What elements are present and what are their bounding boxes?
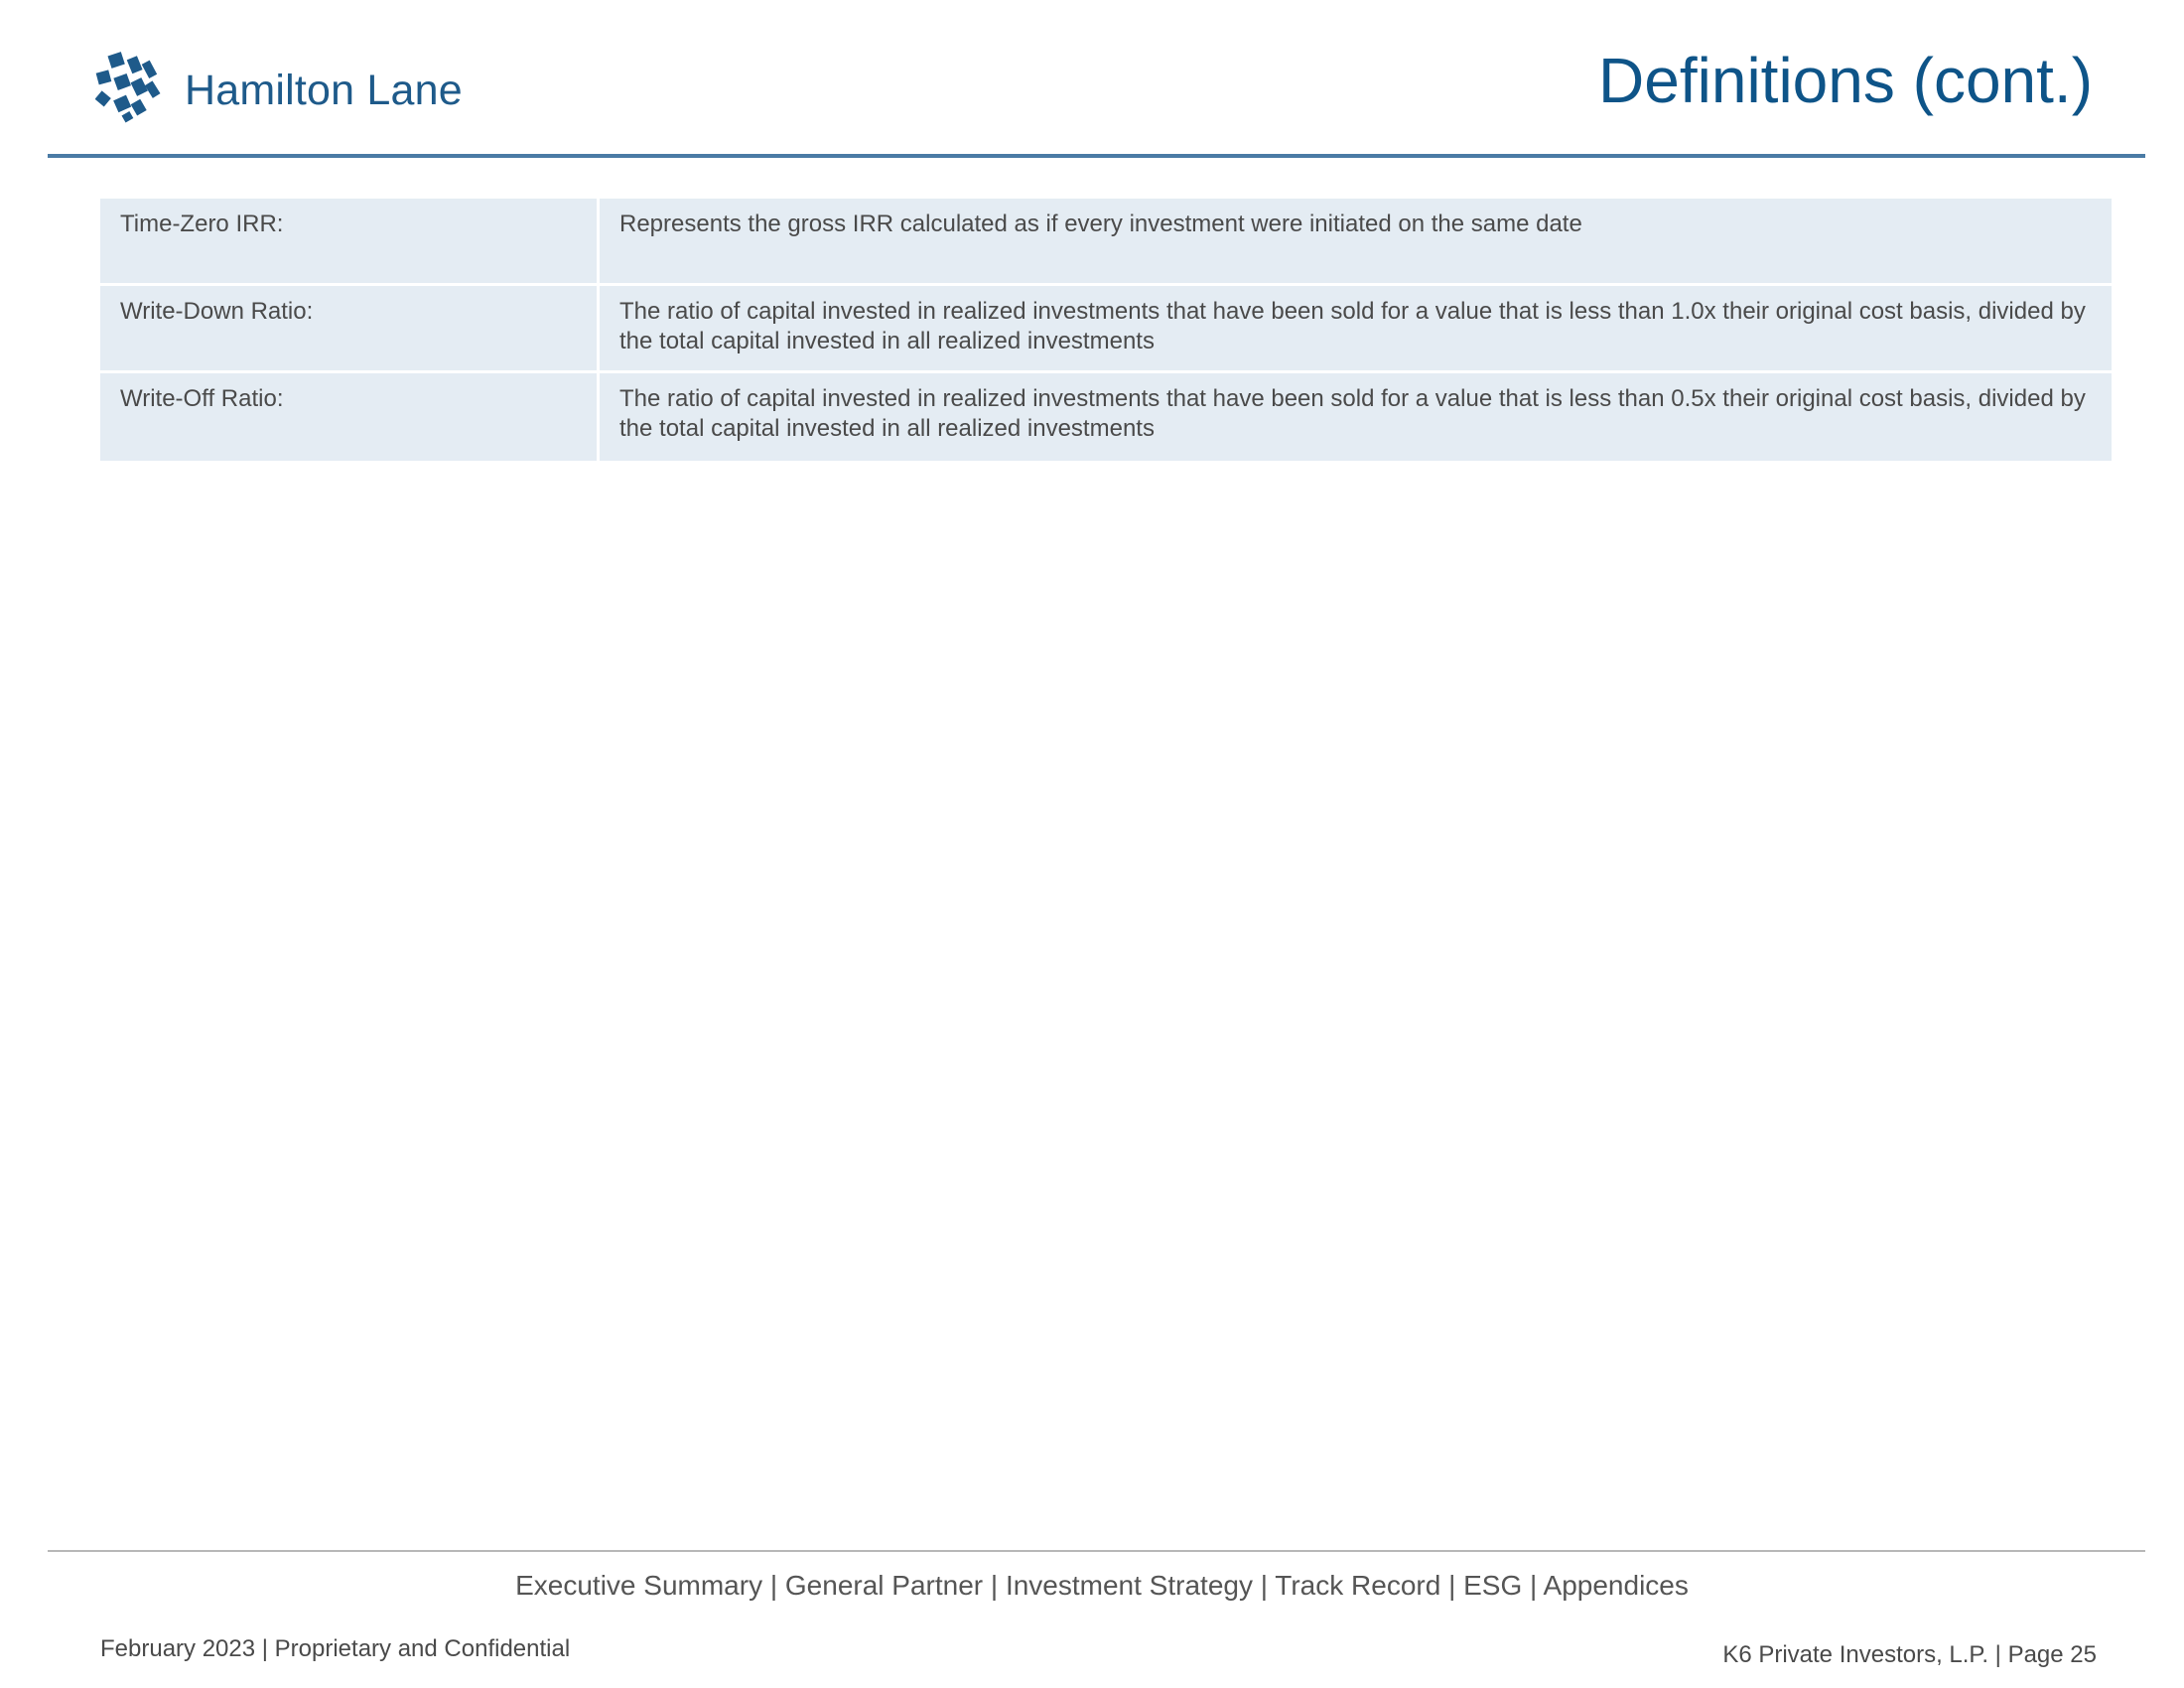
logo-wordmark: Hamilton Lane — [185, 66, 463, 114]
header-divider — [48, 154, 2145, 158]
table-row — [100, 286, 2112, 373]
definition-term: Time-Zero IRR: — [100, 199, 600, 286]
hamilton-lane-logo — [95, 48, 463, 127]
definition-term: Write-Down Ratio: — [100, 286, 600, 373]
footer-section-nav: Executive Summary | General Partner | Investment Strategy | Track Record | ESG | Appendices — [515, 1570, 1689, 1601]
definition-text: The ratio of capital invested in realized investments that have been sold for a value that is less than 0.5x their original cost basis, divided by the total capital invested in all realized investments — [600, 373, 2112, 461]
footer-date-confidential: February 2023 | Proprietary and Confidential — [100, 1635, 571, 1662]
table-row — [100, 373, 2112, 461]
hamilton-lane-logo-icon — [95, 50, 169, 125]
definition-term: Write-Off Ratio: — [100, 373, 600, 461]
table-row — [100, 199, 2112, 286]
definition-text: Represents the gross IRR calculated as if every investment were initiated on the same date — [600, 199, 2112, 286]
definition-text: The ratio of capital invested in realized investments that have been sold for a value that is less than 1.0x their original cost basis, divided by the total capital invested in all realized investments — [600, 286, 2112, 373]
definitions-table — [100, 199, 2112, 461]
footer-page-number: K6 Private Investors, L.P. | Page 25 — [1722, 1641, 2097, 1668]
footer-divider — [48, 1550, 2145, 1552]
page-title: Definitions (cont.) — [1598, 45, 2093, 116]
